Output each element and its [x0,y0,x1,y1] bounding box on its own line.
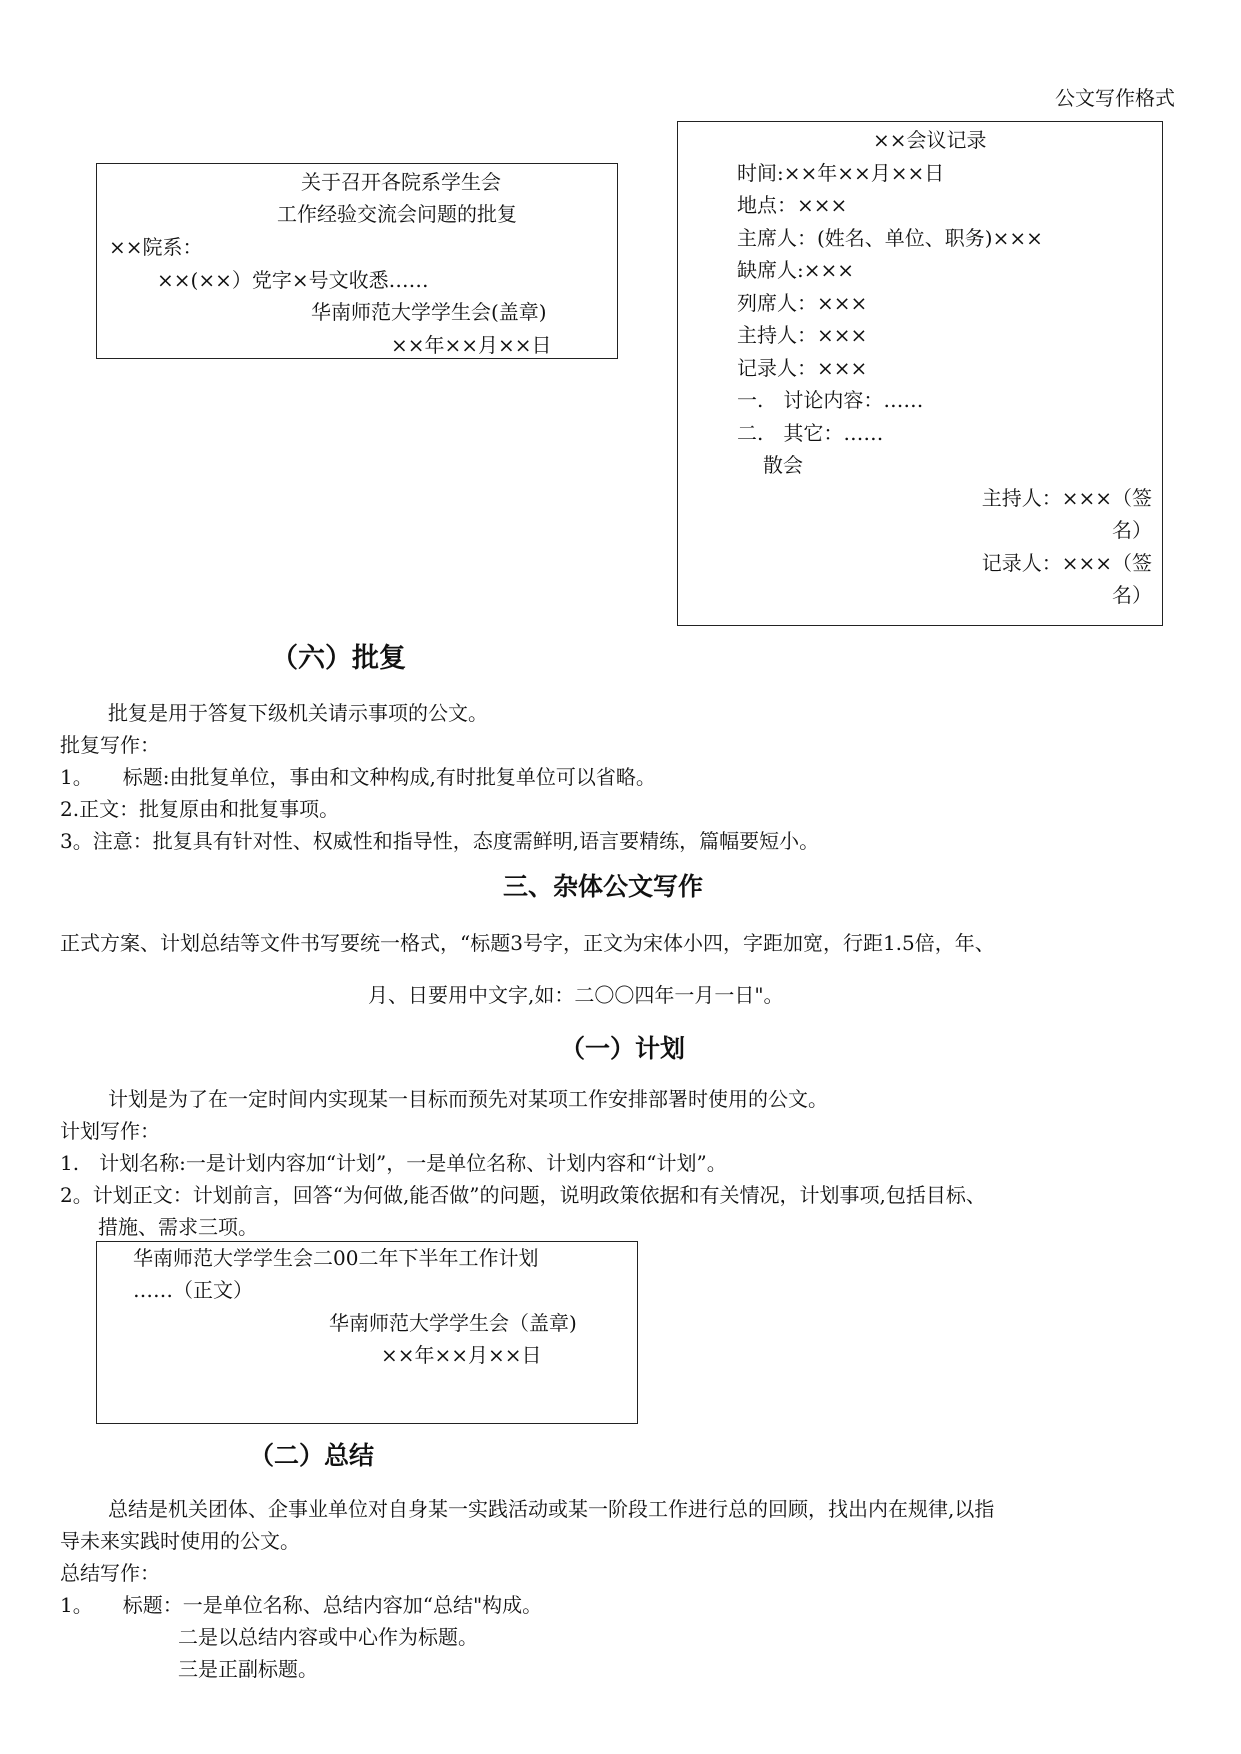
reply-example-box [96,163,618,359]
minutes-adjourn: 散会 [763,453,803,477]
reply-box-title-line1: 关于召开各院系学生会 [301,170,501,194]
section-plan-intro: 计划是为了在一定时间内实现某一目标而预先对某项工作安排部署时使用的公文。 [108,1087,828,1111]
section-summary-writing-label: 总结写作： [60,1561,160,1585]
minutes-item-1: 一. 讨论内容：…… [737,388,924,412]
reply-box-date: ××年××月××日 [391,333,552,357]
minutes-host-signature-cont: 名） [1112,518,1152,542]
section-misc-format-line2: 月、日要用中文字,如：二〇〇四年一月一日"。 [368,983,784,1007]
section-reply-item-2: 2.正文：批复原由和批复事项。 [60,797,340,821]
section-reply-writing-label: 批复写作： [60,733,160,757]
section-summary-intro-line2: 导未来实践时使用的公文。 [60,1529,300,1553]
section-summary-item-1: 1。 标题：一是单位名称、总结内容加“总结"构成。 [60,1593,543,1617]
section-summary-item-1-b: 二是以总结内容或中心作为标题。 [178,1625,478,1649]
minutes-absent: 缺席人:××× [737,258,855,282]
minutes-recorder: 记录人：××× [737,356,868,380]
section-summary-heading: （二）总结 [249,1441,375,1470]
section-plan-writing-label: 计划写作： [60,1119,160,1143]
minutes-chair: 主席人：(姓名、单位、职务)××× [737,226,1043,250]
reply-box-addressee: ××院系： [109,235,203,259]
section-plan-item-2-cont: 措施、需求三项。 [98,1215,258,1239]
minutes-place: 地点：××× [737,193,848,217]
minutes-host: 主持人：××× [737,323,868,347]
minutes-recorder-signature: 记录人：×××（签 [981,551,1152,575]
plan-box-title: 华南师范大学学生会二00二年下半年工作计划 [133,1246,539,1270]
plan-example-box [96,1241,638,1424]
reply-box-body: ××(××）党字×号文收悉…… [157,268,429,292]
minutes-attendees: 列席人：××× [737,291,868,315]
section-reply-item-1: 1。 标题:由批复单位，事由和文种构成,有时批复单位可以省略。 [60,765,656,789]
reply-box-title-line2: 工作经验交流会问题的批复 [277,202,517,226]
meeting-minutes-box [677,121,1163,626]
minutes-title: ××会议记录 [873,128,987,152]
minutes-host-signature: 主持人：×××（签 [981,486,1152,510]
minutes-item-2: 二. 其它：…… [737,421,884,445]
section-reply-intro: 批复是用于答复下级机关请示事项的公文。 [108,701,488,725]
section-summary-intro-line1: 总结是机关团体、企事业单位对自身某一实践活动或某一阶段工作进行总的回顾，找出内在规律,以指 [108,1497,995,1521]
minutes-time: 时间:××年××月××日 [737,161,945,185]
reply-box-signature: 华南师范大学学生会(盖章) [311,300,547,324]
section-summary-item-1-c: 三是正副标题。 [178,1657,318,1681]
section-plan-item-2: 2。计划正文：计划前言，回答“为何做,能否做”的问题，说明政策依据和有关情况，计划事项,包括目标、 [60,1183,986,1207]
section-misc-format-line1: 正式方案、计划总结等文件书写要统一格式，“标题3号字，正文为宋体小四，字距加宽，行距1.5倍，年、 [60,931,995,955]
section-misc-heading: 三、杂体公文写作 [503,872,704,901]
section-plan-heading: （一）计划 [560,1034,686,1063]
plan-box-date: ××年××月××日 [381,1343,542,1367]
section-reply-heading: （六）批复 [271,643,406,674]
section-plan-item-1: 1. 计划名称:一是计划内容加“计划”，一是单位名称、计划内容和“计划”。 [60,1151,727,1175]
section-reply-item-3: 3。注意：批复具有针对性、权威性和指导性，态度需鲜明,语言要精练，篇幅要短小。 [60,829,820,853]
minutes-recorder-signature-cont: 名） [1112,583,1152,607]
plan-box-signature: 华南师范大学学生会（盖章) [329,1311,577,1335]
page-header-title: 公文写作格式 [1055,86,1175,110]
plan-box-body: ……（正文） [133,1278,253,1302]
